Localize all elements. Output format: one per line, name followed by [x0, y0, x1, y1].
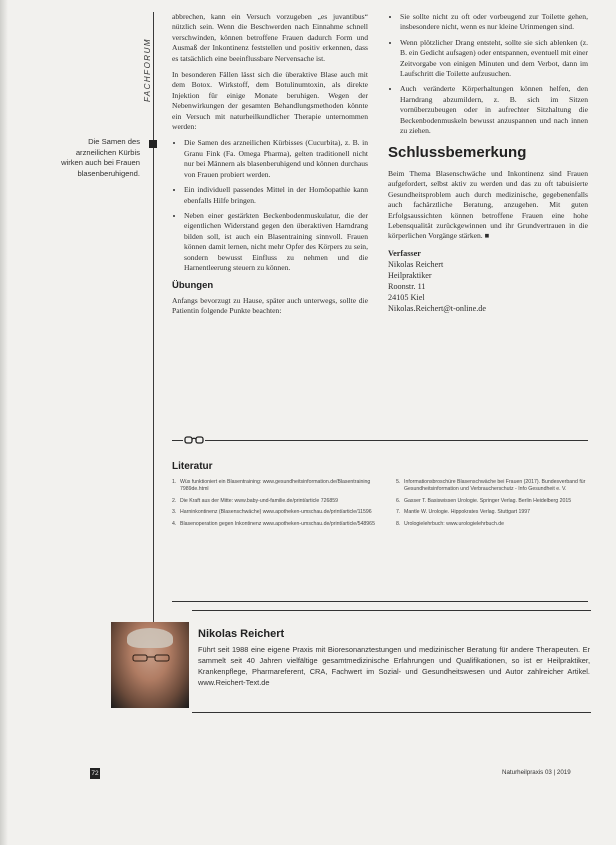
item-number: 1.: [172, 479, 177, 485]
list-item: [396, 498, 604, 505]
reading-glasses-icon: [183, 432, 205, 448]
item-text: Gasser T. Basiswissen Urologie. Springer Verlag. Berlin Heidelberg 2015: [404, 497, 572, 504]
item-number: 3.: [172, 509, 177, 516]
paragraph: Anfangs bevorzugt zu Hause, später auch unterwegs, sollte die Patientin folgende Punkte beachten:: [172, 295, 368, 316]
section-tag: FACHFORUM: [143, 38, 152, 103]
item-number: 5.: [396, 479, 401, 485]
footer-source: Naturheilpraxis 03 | 2019: [502, 769, 571, 776]
author-photo: [111, 622, 189, 708]
item-number: 8.: [396, 520, 401, 527]
literature-list: [172, 479, 592, 532]
list-item: [172, 498, 384, 505]
bio-text: Führt seit 1988 eine eigene Praxis mit Bioresonanztestungen und medizinischer Beratung für andere Therapeuten. Er sammelt seit 40 Jahren vielfältige gesamtmedizinische Erfahrungen und Qualifikationen, so ist er Heilpraktiker, Krankenpflege, Pharmareferent, CRA, Fachwert im Sozial- und Gesundheitswesen und Autor zahlreicher Artikel. www.Reichert-Text.de: [198, 645, 590, 687]
photo-detail: [127, 628, 173, 648]
author-street: Roonstr. 11: [388, 281, 426, 291]
list-item: • Wenn plötzlicher Drang entsteht, sollte sie sich ablenken (z. B. ein Gedicht aufsagen) oder entspannen, eventuell mit einer Zeitvorgabe von einigen Minuten und dem Verbot, dann im Laufschritt die Toilette aufzusuchen.: [400, 38, 588, 80]
author-address: [388, 248, 588, 314]
scan-edge: [0, 0, 8, 845]
author-label: Verfasser: [388, 248, 421, 258]
article-column-right: [388, 12, 588, 314]
bio-name: Nikolas Reichert: [198, 628, 285, 640]
list-item: [172, 521, 384, 528]
paragraph: In besonderen Fällen lässt sich die überaktive Blase auch mit dem Botox. Wirkstoff, dem Botulinumtoxin, als direkte Injektion für einige Monate beruhigen. Wegen der Nebenwirkungen der gesamten Behandlungsmethoden könnte ein Versuch mit naturheilkundlicher Therapie unternommen werden:: [172, 70, 368, 132]
item-text: Wüs funktioniert ein Blasentraining: www.gesundheitsinformation.de/Blasentraining 7989de.html: [180, 479, 371, 493]
list-item: • Die Samen des arzneilichen Kürbisses (Cucurbita), z. B. in Granu Fink (Fa. Omega Pharma), gelten traditionell nicht nur bei Männern als blasenberuhigend und können durchaus von Frauen probiert werden.: [184, 138, 368, 180]
item-number: 4.: [172, 520, 177, 527]
list-item: [396, 521, 604, 528]
list-item: • Auch veränderte Körperhaltungen können helfen, den Harndrang abzumildern, z. B. sich im Sitzen vornüberzubeugen oder in aufrechter Sitzhaltung die Beckenbodenmuskeln bewusst anzuspannen und nach innen zu ziehen.: [400, 84, 588, 136]
literature-column-left: [172, 479, 384, 532]
paragraph: Beim Thema Blasenschwäche und Inkontinenz sind Frauen aufgefordert, selbst aktiv zu werden und das zu oft tabuisierte Gesundheitsproblem auch durch medizinische, gegebenenfalls auch fachärztliche Beratung, anzugehen. Mit guten Erfolgsaussichten können betroffene Frauen eine hohe Lebensqualität zurückgewinnen und ihr Grundvertrauen in die körperlichen Vorgänge stärken. ■: [388, 168, 588, 241]
list-item: • Sie sollte nicht zu oft oder vorbeugend zur Toilette gehen, insbesondere nicht, wenn es nur kleine Urinmengen sind.: [400, 12, 588, 33]
author-city: 24105 Kiel: [388, 292, 425, 302]
list-item: [172, 509, 384, 516]
item-number: 7.: [396, 509, 401, 516]
item-text: Urologielehrbuch: www.urologielehrbuch.de: [404, 520, 505, 527]
divider: [172, 601, 588, 602]
list-item: [396, 479, 604, 494]
paragraph: abbrechen, kann ein Versuch vorzugeben „es juvantibus“ nützlich sein. Wenn die Beschwerden nach Einnahme schnell verschwinden, können betroffene Frauen dadurch Form und Ausmaß der Inkontinenz feststellen und positiv erkennen, dass es tatsächlich eine beeinflussbare Nervensache ist.: [172, 12, 368, 63]
page-number: 72: [91, 770, 99, 777]
list-item: • Neben einer gestärkten Beckenbodenmuskulatur, die der eigentlichen Widerstand gegen den überaktiven Harndrang bilden soll, ist auch ein Blasentraining sinnvoll. Frauen können damit lernen, nicht mehr Opfer des Körpers zu sein, sondern bewusst Einfluss zu nehmen und die Harnentleerung steuern zu können.: [184, 211, 368, 273]
heading-schlussbemerkung: Schlussbemerkung: [388, 144, 527, 162]
item-text: Die Kraft aus der Mitte: www.baby-und-familie.de/print/article 726859: [180, 497, 339, 504]
rule-marker: [149, 140, 157, 148]
divider: [192, 712, 591, 713]
author-title: Heilpraktiker: [388, 270, 432, 280]
bullet-list: [172, 138, 368, 273]
literature-divider: [172, 440, 588, 441]
divider: [192, 610, 591, 611]
item-text: Mantle W. Urologie. Hippokrates Verlag. Stuttgart 1997: [404, 509, 531, 516]
photo-glasses: [131, 654, 171, 662]
article-column-middle: [172, 12, 368, 323]
list-item: [172, 479, 384, 494]
margin-note: Die Samen des arzneilichen Kürbis wirken auch bei Frauen blasenberuhigend.: [61, 137, 140, 178]
author-bio: [111, 610, 591, 714]
author-email: Nikolas.Reichert@t-online.de: [388, 303, 487, 313]
item-text: Blasenoperation gegen Inkontinenz www.apotheken-umschau.de/print/article/548965: [180, 520, 375, 527]
list-item: [396, 509, 604, 516]
literature-column-right: [396, 479, 604, 532]
item-text: Informationsbroschüre Blasenschwäche bei Frauen (2017). Bundesverband für Gesundheitsinformation und Verbraucherschutz - Info Gesundheit e. V.: [404, 479, 586, 493]
item-text: Harninkontinenz (Blasenschwäche) www.apotheken-umschau.de/print/article/11596: [180, 509, 372, 516]
item-number: 6.: [396, 497, 401, 504]
author-name: Nikolas Reichert: [388, 259, 444, 269]
list-item: • Ein individuell passendes Mittel in der Homöopathie kann ebenfalls Hilfe bringen.: [184, 185, 368, 206]
literature-title: Literatur: [172, 461, 213, 472]
item-number: 2.: [172, 497, 177, 504]
bullet-list: [388, 12, 588, 136]
heading-uebungen: Übungen: [172, 280, 214, 292]
